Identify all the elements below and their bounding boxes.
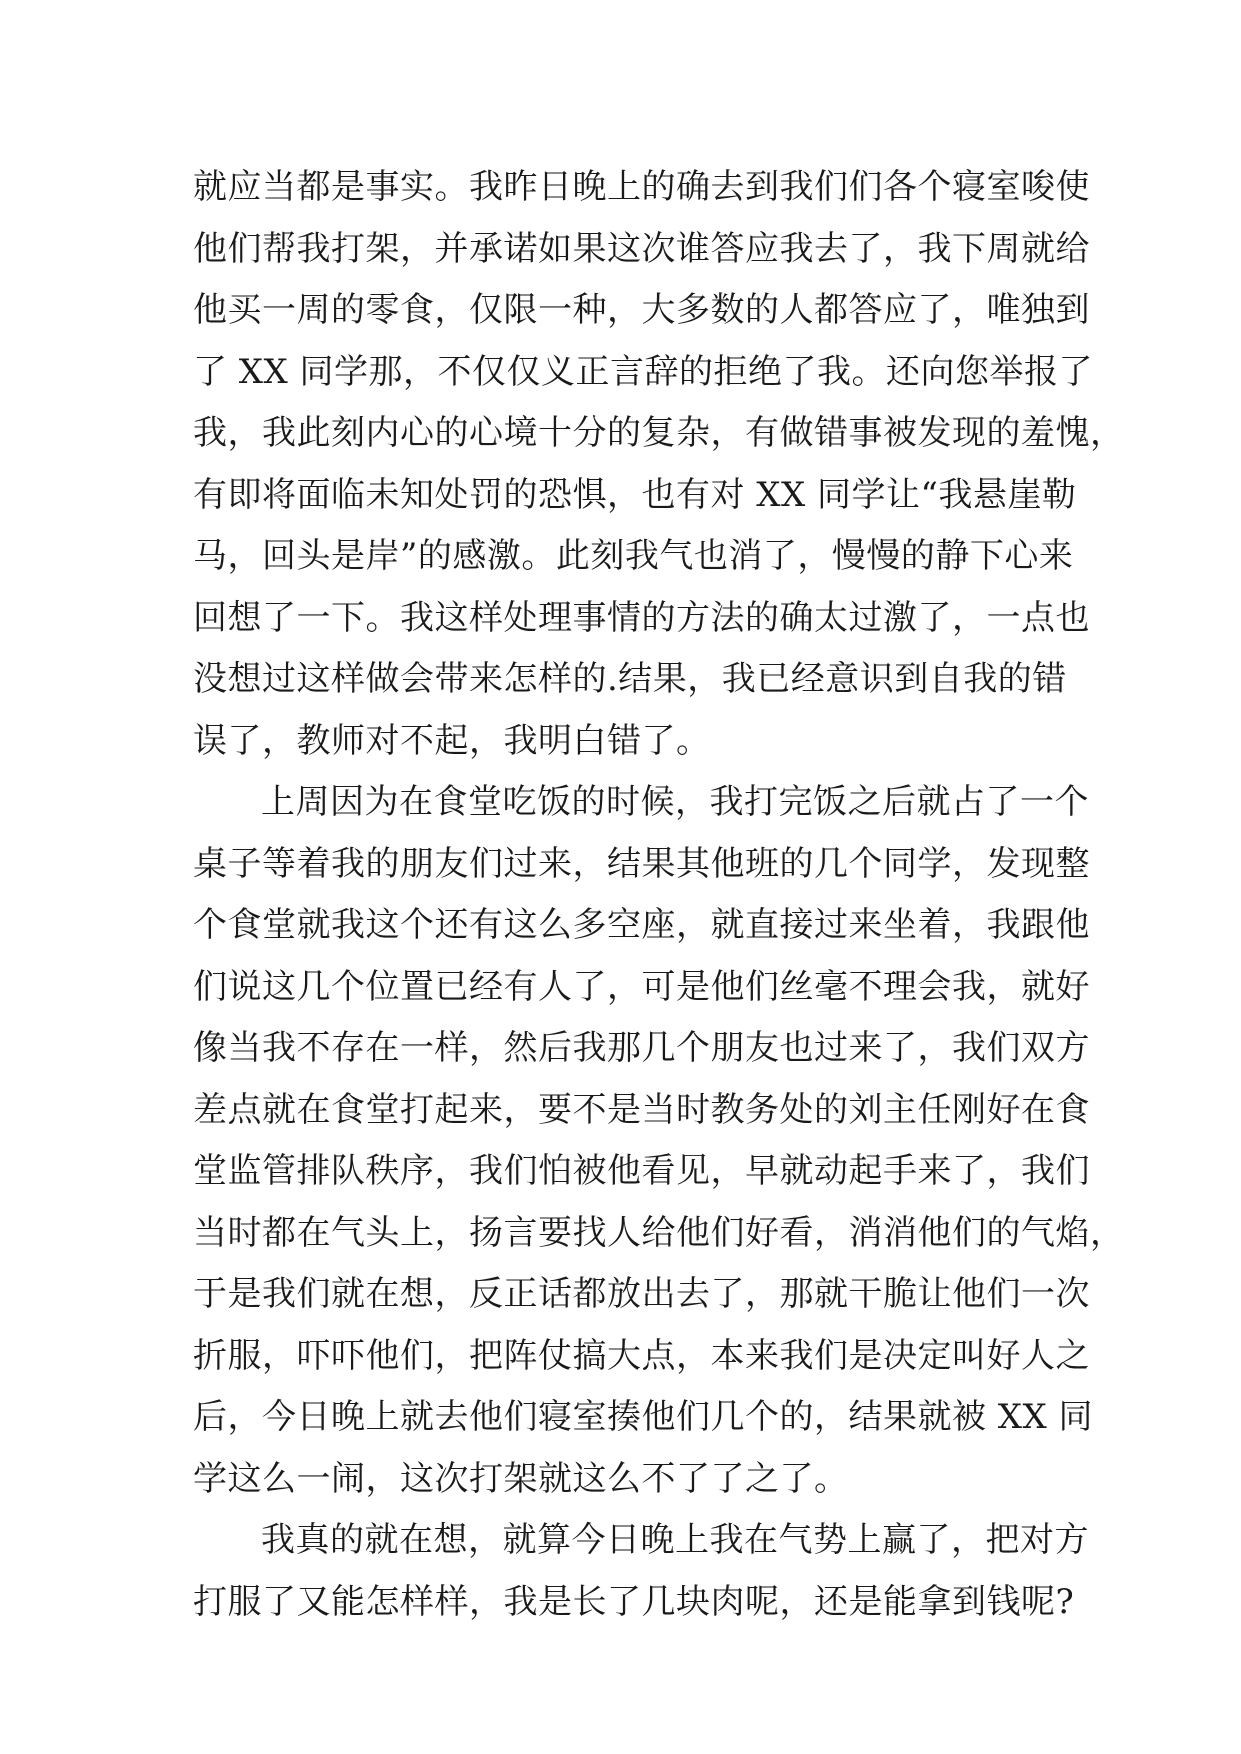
text-line: 马，回头是岸”的感激。此刻我气也消了，慢慢的静下心来 (193, 536, 1074, 576)
text-line: 像当我不存在一样，然后我那几个朋友也过来了，我们双方 (193, 1028, 1090, 1068)
text-line: 学这么一闹，这次打架就这么不了了之了。 (193, 1458, 849, 1499)
text-line: 桌子等着我的朋友们过来，结果其他班的几个同学，发现整 (193, 843, 1090, 884)
text-line: 了 XX 同学那，不仅仅义正言辞的拒绝了我。还向您举报了 (193, 351, 1094, 392)
text-line: 我真的就在想，就算今日晚上我在气势上赢了，把对方 (261, 1520, 1089, 1560)
text-line: 他们帮我打架，并承诺如果这次谁答应我去了，我下周就给 (193, 228, 1090, 269)
text-line: 差点就在食堂打起来，要不是当时教务处的刘主任刚好在食 (193, 1089, 1090, 1130)
text-line: 打服了又能怎样样，我是长了几块肉呢，还是能拿到钱呢? (193, 1581, 1075, 1622)
text-line: 有即将面临未知处罚的恐惧，也有对 XX 同学让“我悬崖勒 (193, 474, 1077, 515)
text-line: 我，我此刻内心的心境十分的复杂，有做错事被发现的羞愧， (193, 413, 1125, 453)
text-line: 后，今日晚上就去他们寝室揍他们几个的，结果就被 XX 同 (193, 1397, 1094, 1437)
text-line: 上周因为在食堂吃饭的时候，我打完饭之后就占了一个 (261, 782, 1089, 822)
text-line: 没想过这样做会带来怎样的.结果，我已经意识到自我的错 (193, 659, 1067, 699)
paragraph-2 (193, 772, 1125, 1510)
text-line: 回想了一下。我这样处理事情的方法的确太过激了，一点也 (193, 597, 1090, 638)
paragraph-3 (193, 1510, 1089, 1633)
text-line: 误了，教师对不起，我明白错了。 (193, 720, 711, 761)
text-line: 个食堂就我这个还有这么多空座，就直接过来坐着，我跟他 (193, 905, 1090, 945)
text-line: 就应当都是事实。我昨日晚上的确去到我们们各个寝室唆使 (193, 167, 1090, 207)
text-line: 当时都在气头上，扬言要找人给他们好看，消消他们的气焰， (193, 1212, 1125, 1253)
document-body (193, 157, 1125, 1633)
text-line: 堂监管排队秩序，我们怕被他看见，早就动起手来了，我们 (193, 1151, 1090, 1191)
paragraph-1 (193, 157, 1125, 772)
text-line: 他买一周的零食，仅限一种，大多数的人都答应了，唯独到 (193, 290, 1090, 330)
text-line: 于是我们就在想，反正话都放出去了，那就干脆让他们一次 (193, 1274, 1090, 1314)
text-line: 们说这几个位置已经有人了，可是他们丝毫不理会我，就好 (193, 966, 1090, 1007)
text-line: 折服，吓吓他们，把阵仗搞大点，本来我们是决定叫好人之 (193, 1335, 1090, 1376)
